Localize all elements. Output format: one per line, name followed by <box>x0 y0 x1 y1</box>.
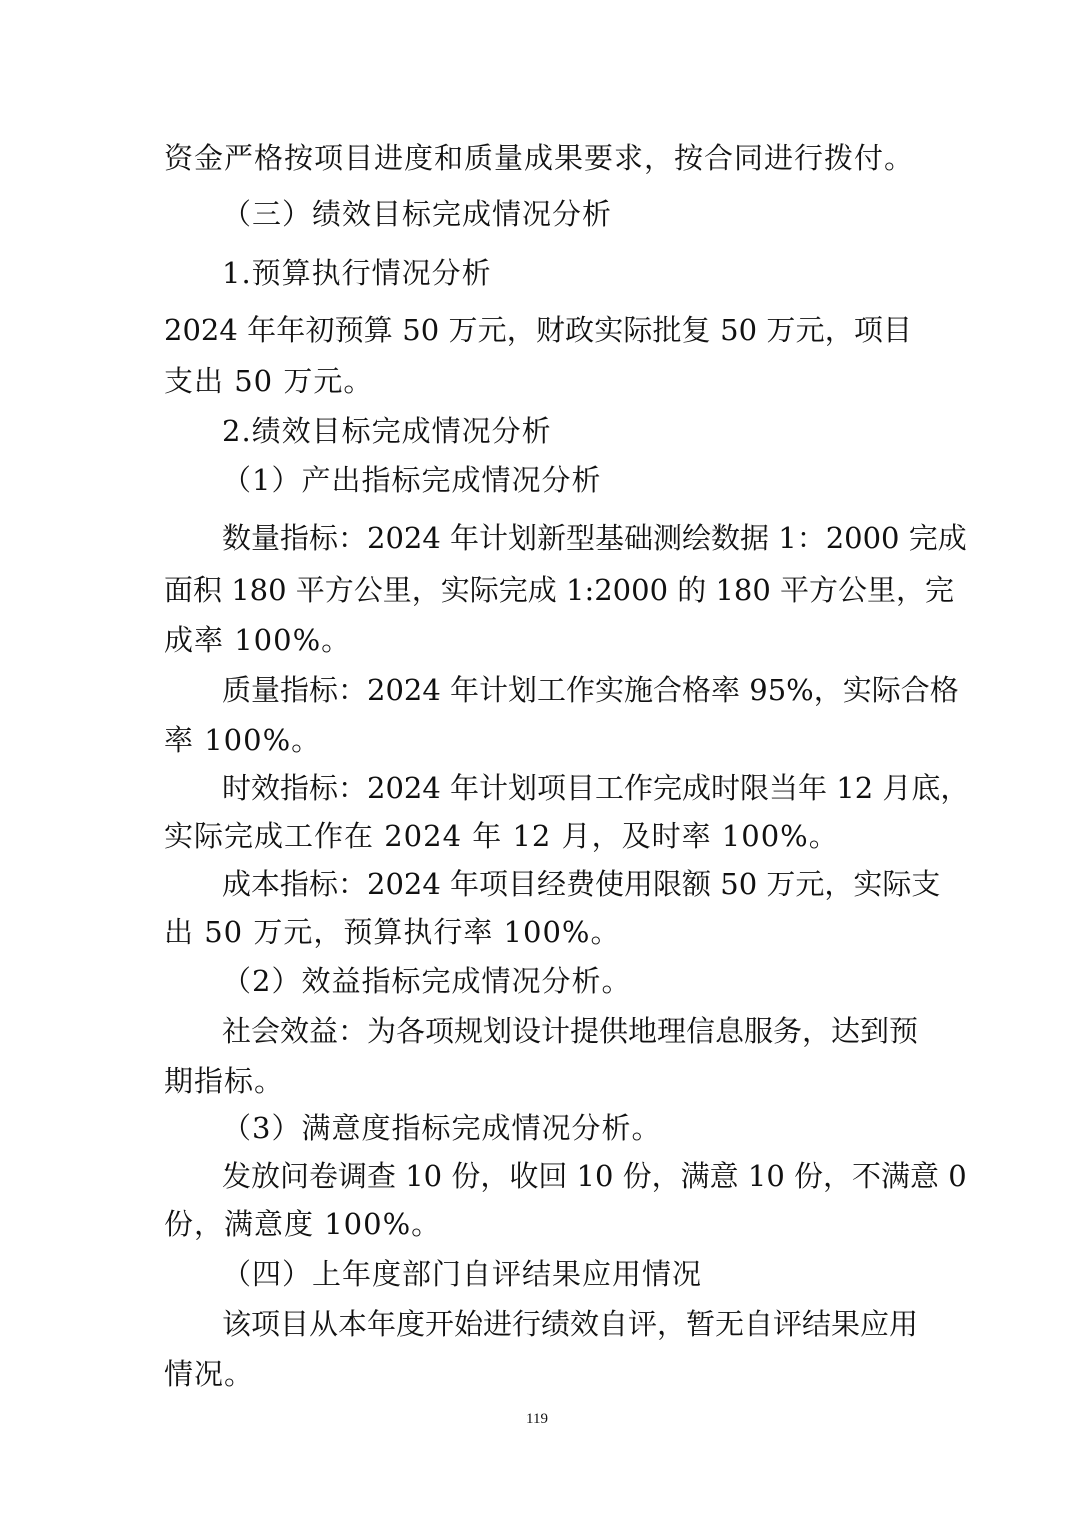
paragraph-line: 份，满意度 100%。 <box>164 1207 442 1241</box>
paragraph-line: 发放问卷调查 10 份，收回 10 份，满意 10 份，不满意 0 <box>222 1159 967 1193</box>
paragraph-line: 期指标。 <box>164 1064 285 1098</box>
paragraph-line: 数量指标：2024 年计划新型基础测绘数据 1：2000 完成 <box>222 521 967 555</box>
paragraph-line: 资金严格按项目进度和质量成果要求，按合同进行拨付。 <box>164 141 915 175</box>
paragraph-line: 成本指标：2024 年项目经费使用限额 50 万元，实际支 <box>222 867 941 901</box>
paragraph-line: 该项目从本年度开始进行绩效自评，暂无自评结果应用 <box>222 1307 919 1341</box>
paragraph-line: 支出 50 万元。 <box>164 364 374 398</box>
subsection-heading: （1）产出指标完成情况分析 <box>222 463 602 497</box>
subsection-heading: 1.预算执行情况分析 <box>222 256 492 290</box>
section-heading: （四）上年度部门自评结果应用情况 <box>222 1257 703 1291</box>
paragraph-line: 时效指标：2024 年计划项目工作完成时限当年 12 月底， <box>222 771 970 805</box>
paragraph-line: 2024 年年初预算 50 万元，财政实际批复 50 万元，项目 <box>164 313 912 347</box>
page-number: 119 <box>526 1411 548 1427</box>
paragraph-line: 实际完成工作在 2024 年 12 月，及时率 100%。 <box>164 819 839 853</box>
paragraph-line: 情况。 <box>164 1357 255 1391</box>
paragraph-line: 出 50 万元，预算执行率 100%。 <box>164 915 621 949</box>
paragraph-line: 质量指标：2024 年计划工作实施合格率 95%，实际合格 <box>222 673 959 707</box>
paragraph-line: 社会效益：为各项规划设计提供地理信息服务，达到预 <box>222 1014 919 1048</box>
subsection-heading: （3）满意度指标完成情况分析。 <box>222 1111 662 1145</box>
subsection-heading: （2）效益指标完成情况分析。 <box>222 964 632 998</box>
paragraph-line: 面积 180 平方公里，实际完成 1:2000 的 180 平方公里，完 <box>164 573 955 607</box>
section-heading: （三）绩效目标完成情况分析 <box>222 197 613 231</box>
paragraph-line: 成率 100%。 <box>164 623 352 657</box>
subsection-heading: 2.绩效目标完成情况分析 <box>222 414 552 448</box>
paragraph-line: 率 100%。 <box>164 723 322 757</box>
